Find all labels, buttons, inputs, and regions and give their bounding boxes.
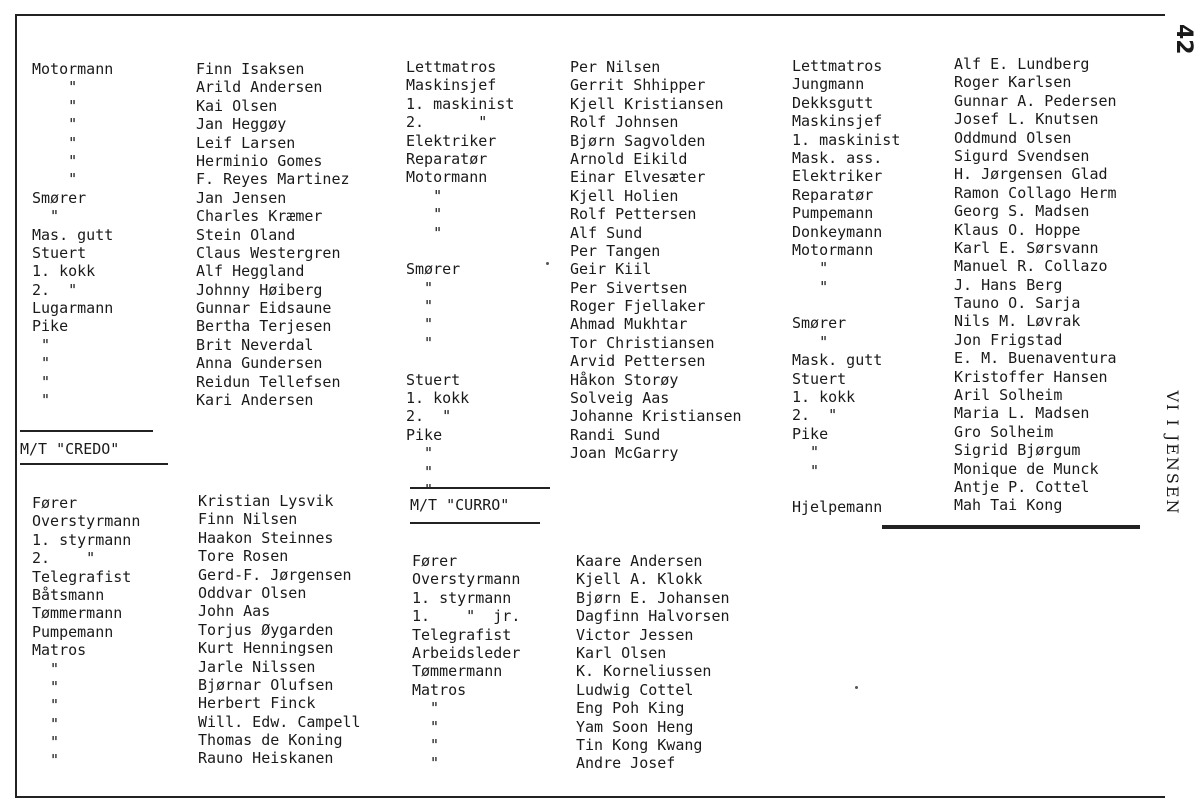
crew-name: Rolf Johnsen [570, 113, 679, 132]
crew-role: " [412, 735, 440, 754]
crew-name: Will. Edw. Campell [198, 712, 361, 731]
credo-title: M/T "CREDO" [20, 440, 120, 458]
crew-role: " [792, 461, 820, 480]
crew-role: Lettmatros [792, 57, 883, 75]
crew-name: Gunnar A. Pedersen [954, 91, 1117, 110]
crew-role: Smører [32, 188, 87, 207]
crew-name: K. Korneliussen [576, 662, 712, 681]
crew-name: Haakon Steinnes [198, 528, 334, 547]
crew-name: Jon Frigstad [954, 330, 1063, 349]
crew-role: Jungmann [792, 75, 865, 94]
crew-role: " [32, 115, 78, 134]
crew-name: Leif Larsen [196, 133, 296, 152]
crew-role: " [412, 717, 440, 736]
crew-role: " [32, 733, 60, 752]
crew-role: " [406, 297, 434, 316]
crew-role: " [412, 699, 440, 718]
crew-name: Jan Heggøy [196, 115, 287, 134]
crew-roles-column-1 [32, 60, 113, 409]
crew-name: Kari Andersen [196, 391, 314, 410]
crew-role: Mask. gutt [792, 351, 883, 370]
crew-role: Smører [406, 260, 461, 279]
crew-name: J. Hans Berg [954, 275, 1063, 294]
crew-role [406, 242, 514, 260]
crew-role: Elektriker [406, 131, 497, 150]
crew-role: 2. " [792, 406, 838, 425]
crew-name: Tin Kong Kwang [576, 735, 703, 754]
crew-role: Fører [32, 494, 78, 512]
crew-name: Yam Soon Heng [576, 717, 694, 736]
crew-role: 1. styrmann [412, 588, 512, 607]
crew-role: Hjelpemann [792, 498, 883, 517]
crew-name: Josef L. Knutsen [954, 110, 1099, 129]
crew-role: " [406, 223, 443, 242]
crew-name: Roger Karlsen [954, 73, 1072, 92]
crew-roles-column-3 [792, 57, 900, 517]
crew-name: Reidun Tellefsen [196, 372, 341, 391]
crew-name: Johnny Høiberg [196, 280, 323, 299]
crew-role: " [406, 462, 434, 481]
crew-role: " [32, 372, 51, 391]
crew-name: E. M. Buenaventura [954, 349, 1117, 368]
crew-role: Lugarmann [32, 299, 114, 318]
crew-name: Victor Jessen [576, 625, 694, 644]
curro-title: M/T "CURRO" [410, 496, 510, 514]
crew-name: Alf Heggland [196, 262, 305, 281]
crew-name: Kristian Lysvik [198, 492, 334, 510]
crew-name: Johanne Kristiansen [570, 407, 742, 426]
crew-name: Andre Josef [576, 754, 676, 773]
crew-role: Matros [412, 680, 467, 699]
crew-name: Gunnar Eidsaune [196, 299, 332, 318]
crew-name: Rauno Heiskanen [198, 749, 334, 768]
crew-name: Ahmad Mukhtar [570, 315, 688, 334]
curro-names-column [576, 552, 730, 773]
crew-name: Thomas de Koning [198, 731, 343, 750]
curro-roles-column [412, 552, 520, 773]
crew-role: " [32, 677, 60, 696]
crew-name: Kai Olsen [196, 96, 278, 115]
crew-role: Dekksgutt [792, 93, 874, 112]
crew-role: Lettmatros [406, 58, 497, 76]
crew-role: Maskinsjef [792, 112, 883, 131]
crew-role: Telegrafist [32, 567, 132, 586]
crew-name: Solveig Aas [570, 389, 670, 408]
credo-names-column [198, 492, 361, 768]
page-number: 42 [1171, 24, 1196, 55]
crew-role: Motormann [406, 168, 488, 187]
crew-name: Geir Kiil [570, 260, 652, 279]
crew-name: Kaare Andersen [576, 552, 703, 570]
crew-name: Antje P. Cottel [954, 477, 1090, 496]
crew-name: Finn Isaksen [196, 60, 305, 78]
crew-name: Alf E. Lundberg [954, 55, 1090, 73]
crew-role: " [32, 96, 78, 115]
crew-role: " [32, 659, 60, 678]
crew-role: Stuert [32, 243, 87, 262]
crew-name: Gerrit Shhipper [570, 76, 706, 95]
speck [855, 686, 858, 689]
crew-name: Monique de Munck [954, 459, 1099, 478]
crew-name: Maria L. Madsen [954, 404, 1090, 423]
crew-name: Herminio Gomes [196, 151, 323, 170]
crew-name: Joan McGarry [570, 444, 679, 463]
crew-role: Pumpemann [792, 204, 874, 223]
crew-name: Arvid Pettersen [570, 352, 706, 371]
crew-role: " [32, 335, 51, 354]
crew-name: Torjus Øygarden [198, 620, 334, 639]
crew-name: Mah Tai Kong [954, 496, 1063, 515]
crew-role: Båtsmann [32, 585, 105, 604]
crew-name: Randi Sund [570, 425, 661, 444]
crew-role [406, 352, 514, 370]
crew-name: Dagfinn Halvorsen [576, 607, 730, 626]
crew-role: 1. kokk [792, 388, 856, 407]
crew-role: Overstyrmann [412, 570, 521, 589]
crew-name: Håkon Storøy [570, 370, 679, 389]
crew-role: Reparatør [792, 185, 874, 204]
crew-name: Stein Oland [196, 225, 296, 244]
crew-role: 1. maskinist [792, 130, 901, 149]
crew-role: 1. " jr. [412, 607, 521, 626]
crew-name: Kjell Kristiansen [570, 94, 724, 113]
crew-role: " [32, 751, 60, 770]
crew-role: Pike [406, 425, 443, 444]
crew-role: " [32, 696, 60, 715]
curro-title-rule-bottom [410, 522, 540, 524]
crew-role [792, 296, 900, 314]
crew-role: " [32, 354, 51, 373]
end-rule [882, 525, 1140, 529]
crew-name: Tor Christiansen [570, 333, 715, 352]
crew-role: 1. kokk [406, 389, 470, 408]
crew-role: Overstyrmann [32, 512, 141, 531]
crew-role: " [32, 170, 78, 189]
credo-title-rule-bottom [20, 463, 168, 465]
crew-role: Tømmermann [412, 662, 503, 681]
crew-name: Per Sivertsen [570, 278, 688, 297]
crew-name: F. Reyes Martinez [196, 170, 350, 189]
crew-role: Mask. ass. [792, 148, 883, 167]
crew-name: Bjørn E. Johansen [576, 588, 730, 607]
crew-name: Kjell A. Klokk [576, 570, 703, 589]
crew-role: Maskinsjef [406, 76, 497, 95]
crew-name: Claus Westergren [196, 243, 341, 262]
crew-name: Bertha Terjesen [196, 317, 332, 336]
crew-role: " [32, 78, 78, 97]
crew-role: Motormann [792, 240, 874, 259]
crew-role: " [406, 480, 434, 499]
crew-role: " [32, 714, 60, 733]
crew-name: Karl E. Sørsvann [954, 238, 1099, 257]
crew-name: Bjørn Sagvolden [570, 131, 706, 150]
crew-name: Brit Neverdal [196, 335, 314, 354]
crew-roles-column-2 [406, 58, 514, 499]
crew-role: 2. " [32, 280, 78, 299]
crew-name: H. Jørgensen Glad [954, 165, 1108, 184]
crew-name: Roger Fjellaker [570, 297, 706, 316]
crew-role: " [32, 391, 51, 410]
crew-name: Bjørnar Olufsen [198, 675, 334, 694]
crew-role: " [792, 332, 829, 351]
crew-role: 1. styrmann [32, 530, 132, 549]
crew-name: Georg S. Madsen [954, 202, 1090, 221]
credo-roles-column [32, 494, 140, 770]
crew-name: Jarle Nilssen [198, 657, 316, 676]
crew-name: Per Nilsen [570, 58, 661, 76]
crew-role: " [32, 133, 78, 152]
speck [546, 262, 549, 265]
crew-role: Stuert [792, 369, 847, 388]
crew-role: " [406, 333, 434, 352]
crew-role: Fører [412, 552, 458, 570]
crew-role: 2. " [406, 113, 488, 132]
crew-name: Aril Solheim [954, 386, 1063, 405]
crew-name: Finn Nilsen [198, 510, 298, 529]
crew-name: Per Tangen [570, 241, 661, 260]
credo-title-rule-top [20, 430, 153, 432]
crew-name: John Aas [198, 602, 271, 621]
crew-role: " [406, 278, 434, 297]
crew-role [792, 480, 900, 498]
crew-name: Manuel R. Collazo [954, 257, 1108, 276]
crew-role: " [792, 259, 829, 278]
crew-role: Motormann [32, 60, 114, 78]
crew-name: Einar Elvesæter [570, 168, 706, 187]
crew-name: Eng Poh King [576, 699, 685, 718]
crew-role: Pumpemann [32, 622, 114, 641]
crew-name: Gro Solheim [954, 422, 1054, 441]
crew-role: " [792, 443, 820, 462]
crew-name: Arild Andersen [196, 78, 323, 97]
crew-name: Alf Sund [570, 223, 643, 242]
crew-name: Ludwig Cottel [576, 680, 694, 699]
crew-role: " [406, 444, 434, 463]
crew-role: Tømmermann [32, 604, 123, 623]
crew-name: Kristoffer Hansen [954, 367, 1108, 386]
crew-role: 1. kokk [32, 262, 96, 281]
crew-name: Anna Gundersen [196, 354, 323, 373]
crew-names-column-1 [196, 60, 350, 409]
crew-name: Klaus O. Hoppe [954, 220, 1081, 239]
crew-role: Arbeidsleder [412, 643, 521, 662]
curro-title-rule-top [410, 487, 550, 489]
crew-name: Oddmund Olsen [954, 128, 1072, 147]
crew-name: Nils M. Løvrak [954, 312, 1081, 331]
crew-name: Arnold Eikild [570, 149, 688, 168]
crew-role: Pike [32, 317, 69, 336]
side-label: VI I JENSEN [1163, 390, 1182, 516]
crew-role: Mas. gutt [32, 225, 114, 244]
crew-name: Gerd-F. Jørgensen [198, 565, 352, 584]
crew-names-column-2 [570, 58, 742, 463]
crew-name: Jan Jensen [196, 188, 287, 207]
crew-role: " [792, 277, 829, 296]
crew-name: Herbert Finck [198, 694, 316, 713]
crew-name: Tore Rosen [198, 547, 289, 566]
crew-role: Matros [32, 641, 87, 660]
crew-name: Oddvar Olsen [198, 583, 307, 602]
crew-name: Rolf Pettersen [570, 205, 697, 224]
crew-role: 1. maskinist [406, 94, 515, 113]
crew-name: Charles Kræmer [196, 207, 323, 226]
crew-role: 2. " [406, 407, 452, 426]
crew-role: Donkeymann [792, 222, 883, 241]
crew-role: " [406, 186, 443, 205]
crew-role: Smører [792, 314, 847, 333]
crew-name: Karl Olsen [576, 643, 667, 662]
crew-role: " [32, 151, 78, 170]
crew-name: Kurt Henningsen [198, 639, 334, 658]
crew-name: Tauno O. Sarja [954, 294, 1081, 313]
crew-name: Sigurd Svendsen [954, 146, 1090, 165]
crew-role: Stuert [406, 370, 461, 389]
crew-role: Pike [792, 424, 829, 443]
crew-name: Sigrid Bjørgum [954, 441, 1081, 460]
crew-role: Reparatør [406, 149, 488, 168]
crew-role: 2. " [32, 549, 96, 568]
crew-name: Ramon Collago Herm [954, 183, 1117, 202]
crew-role: " [406, 205, 443, 224]
crew-role: " [406, 315, 434, 334]
crew-names-column-3 [954, 55, 1117, 515]
crew-role: Elektriker [792, 167, 883, 186]
crew-name: Kjell Holien [570, 186, 679, 205]
crew-role: " [32, 207, 60, 226]
crew-role: " [412, 754, 440, 773]
crew-role: Telegrafist [412, 625, 512, 644]
